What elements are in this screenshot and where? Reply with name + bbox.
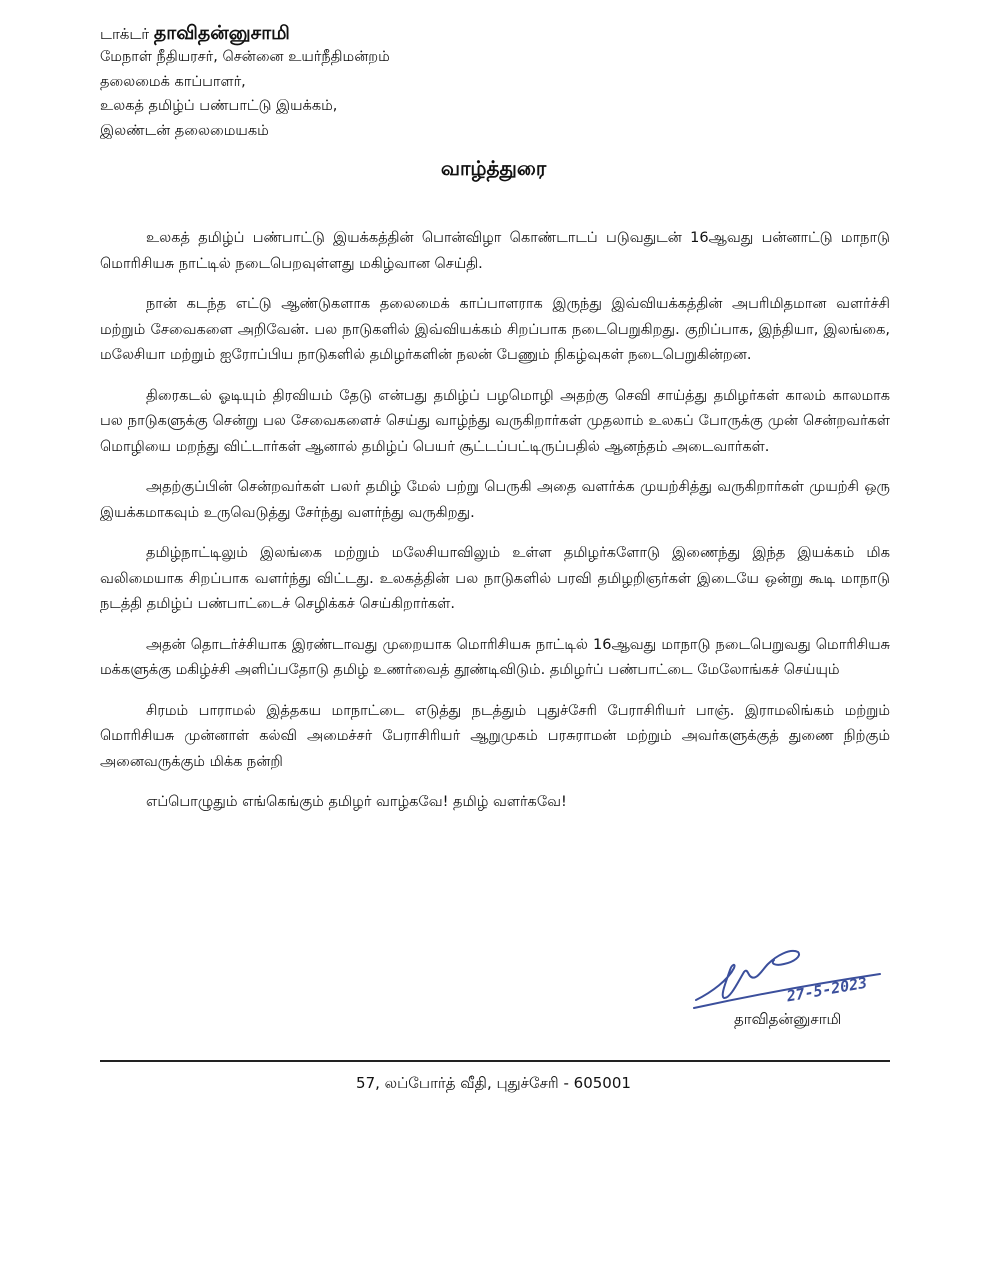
author-designation-4: இலண்டன் தலைமையகம்: [100, 122, 269, 139]
footer-divider: [100, 1060, 890, 1062]
author-title-prefix: டாக்டர்: [100, 25, 154, 43]
paragraph-3: திரைகடல் ஓடியும் திரவியம் தேடு என்பது தமிழ்ப் பழமொழி அதற்கு செவி சாய்த்து தமிழர்கள் காலம் காலமாக பல நாடுகளுக்கு சென்று பல சேவைகளைச் செய்து வாழ்ந்து வருகிறார்கள் முதலாம் உலகப் போருக்கு முன் சென்றவர்கள் மொழியை மறந்து விட்டார்கள் ஆனால் தமிழ்ப் பெயர் சூட்டப்பட்டிருப்பதில் ஆனந்தம் அடைவார்கள்.: [100, 387, 890, 455]
handwritten-signature: [690, 938, 890, 1018]
author-designation-2: தலைமைக் காப்பாளர்,: [100, 73, 246, 90]
paragraph-4: அதற்குப்பின் சென்றவர்கள் பலர் தமிழ் மேல் பற்று பெருகி அதை வளர்க்க முயற்சித்து வருகிறார்கள் முயற்சி ஒரு இயக்கமாகவும் உருவெடுத்து சேர்ந்து வளர்ந்து வருகிறது.: [100, 479, 890, 521]
paragraph-5: தமிழ்நாட்டிலும் இலங்கை மற்றும் மலேசியாவிலும் உள்ள தமிழர்களோடு இணைந்து இந்த இயக்கம் மிக வலிமையாக சிறப்பாக வளர்ந்து விட்டது. உலகத்தின் பல நாடுகளில் பரவி தமிழறிஞர்கள் இடையே ஒன்று கூடி மாநாடு நடத்தி தமிழ்ப் பண்பாட்டைச் செழிக்கச் செய்கிறார்கள்.: [100, 545, 890, 612]
letter-body: [100, 226, 890, 831]
signatory-name: தாவிதன்னுசாமி: [734, 1010, 842, 1028]
author-designation-3: உலகத் தமிழ்ப் பண்பாட்டு இயக்கம்,: [100, 98, 338, 114]
paragraph-1: உலகத் தமிழ்ப் பண்பாட்டு இயக்கத்தின் பொன்விழா கொண்டாடப் படுவதுடன் 16ஆவது பன்னாட்டு மாநாடு மொரிசியசு நாட்டில் நடைபெறவுள்ளது மகிழ்வான செய்தி.: [100, 230, 890, 272]
signature-scrawl: [696, 951, 799, 1000]
paragraph-7: சிரமம் பாராமல் இத்தகய மாநாட்டை எடுத்து நடத்தும் புதுச்சேரி பேராசிரியர் பாஞ். இராமலிங்கம் மற்றும் மொரிசியசு முன்னாள் கல்வி அமைச்சர் பேராசிரியர் ஆறுமுகம் பரசுராமன் மற்றும் அவர்களுக்குத் துணை நிற்கும் அனைவருக்கும் மிக்க நன்றி: [100, 702, 890, 770]
signature-date: 27-5-2023: [785, 973, 869, 1006]
paragraph-8: எப்பொழுதும் எங்கெங்கும் தமிழர் வாழ்கவே! தமிழ் வளர்கவே!: [146, 794, 567, 810]
document-title: வாழ்த்துரை: [440, 156, 547, 180]
letterhead: [100, 22, 800, 143]
paragraph-6: அதன் தொடர்ச்சியாக இரண்டாவது முறையாக மொரிசியசு நாட்டில் 16ஆவது மாநாடு நடைபெறுவது மொரிசியசு மக்களுக்கு மகிழ்ச்சி அளிப்பதோடு தமிழ் உணர்வைத் தூண்டிவிடும். தமிழர்ப் பண்பாட்டை மேலோங்கச் செய்யும்: [100, 636, 890, 678]
author-name: தாவிதன்னுசாமி: [153, 22, 290, 44]
paragraph-2: நான் கடந்த எட்டு ஆண்டுகளாக தலைமைக் காப்பாளராக இருந்து இவ்வியக்கத்தின் அபரிமிதமான வளர்ச்சி மற்றும் சேவைகளை அறிவேன். பல நாடுகளில் இவ்வியக்கம் சிறப்பாக நடைபெறுகிறது. குறிப்பாக, இந்தியா, இலங்கை, மலேசியா மற்றும் ஐரோப்பிய நாடுகளில் தமிழர்களின் நலன் பேணும் நிகழ்வுகள் நடைபெறுகின்றன.: [100, 296, 890, 363]
author-designation-1: மேநாள் நீதியரசர், சென்னை உயர்நீதிமன்றம்: [100, 49, 390, 65]
footer-address: 57, லப்போர்த் வீதி, புதுச்சேரி - 605001: [356, 1074, 631, 1092]
author-name-line: [100, 22, 800, 45]
